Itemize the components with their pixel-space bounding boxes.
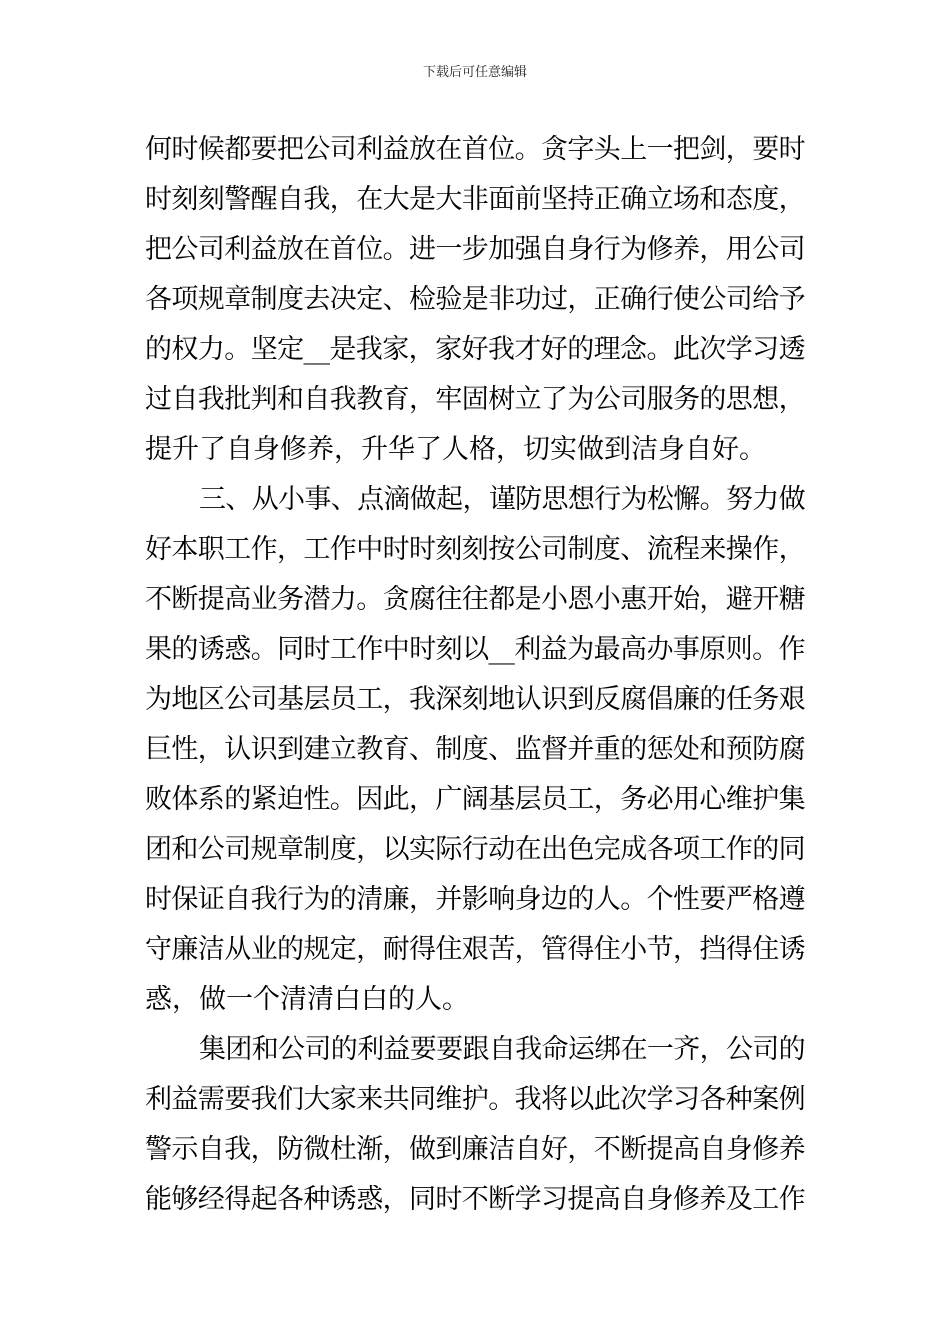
document-body	[145, 125, 805, 1225]
page-header: 下载后可任意编辑	[422, 65, 527, 80]
text-line: 各项规章制度去决定、检验是非功过，正确行使公司给予	[145, 284, 805, 315]
text-line: 三、从小事、点滴做起，谨防思想行为松懈。努力做	[199, 484, 805, 515]
text-line: 的权力。坚定__是我家，家好我才好的理念。此次学习透	[145, 334, 805, 365]
text-line: 时刻刻警醒自我，在大是大非面前坚持正确立场和态度，	[145, 184, 805, 215]
text-line: 警示自我，防微杜渐，做到廉洁自好，不断提高自身修养	[145, 1134, 805, 1165]
text-line: 把公司利益放在首位。进一步加强自身行为修养，用公司	[145, 234, 805, 265]
text-line: 惑，做一个清清白白的人。	[145, 984, 469, 1015]
text-line: 败体系的紧迫性。因此，广阔基层员工，务必用心维护集	[145, 784, 805, 815]
text-line: 过自我批判和自我教育，牢固树立了为公司服务的思想，	[145, 384, 805, 415]
text-line: 利益需要我们大家来共同维护。我将以此次学习各种案例	[145, 1084, 805, 1115]
text-line: 提升了自身修养，升华了人格，切实做到洁身自好。	[145, 434, 766, 465]
text-line: 不断提高业务潜力。贪腐往往都是小恩小惠开始，避开糖	[145, 584, 805, 615]
text-line: 集团和公司的利益要要跟自我命运绑在一齐，公司的	[199, 1034, 805, 1065]
text-line: 好本职工作，工作中时时刻刻按公司制度、流程来操作，	[145, 534, 805, 565]
text-line: 何时候都要把公司利益放在首位。贪字头上一把剑，要时	[145, 134, 805, 165]
text-line: 团和公司规章制度，以实际行动在出色完成各项工作的同	[145, 834, 805, 865]
text-line: 为地区公司基层员工，我深刻地认识到反腐倡廉的任务艰	[145, 684, 805, 715]
text-line: 果的诱惑。同时工作中时刻以__利益为最高办事原则。作	[145, 634, 805, 665]
text-line: 巨性，认识到建立教育、制度、监督并重的惩处和预防腐	[145, 734, 805, 765]
text-line: 能够经得起各种诱惑，同时不断学习提高自身修养及工作	[145, 1184, 805, 1215]
text-line: 守廉洁从业的规定，耐得住艰苦，管得住小节，挡得住诱	[145, 934, 805, 965]
text-line: 时保证自我行为的清廉，并影响身边的人。个性要严格遵	[145, 884, 805, 915]
